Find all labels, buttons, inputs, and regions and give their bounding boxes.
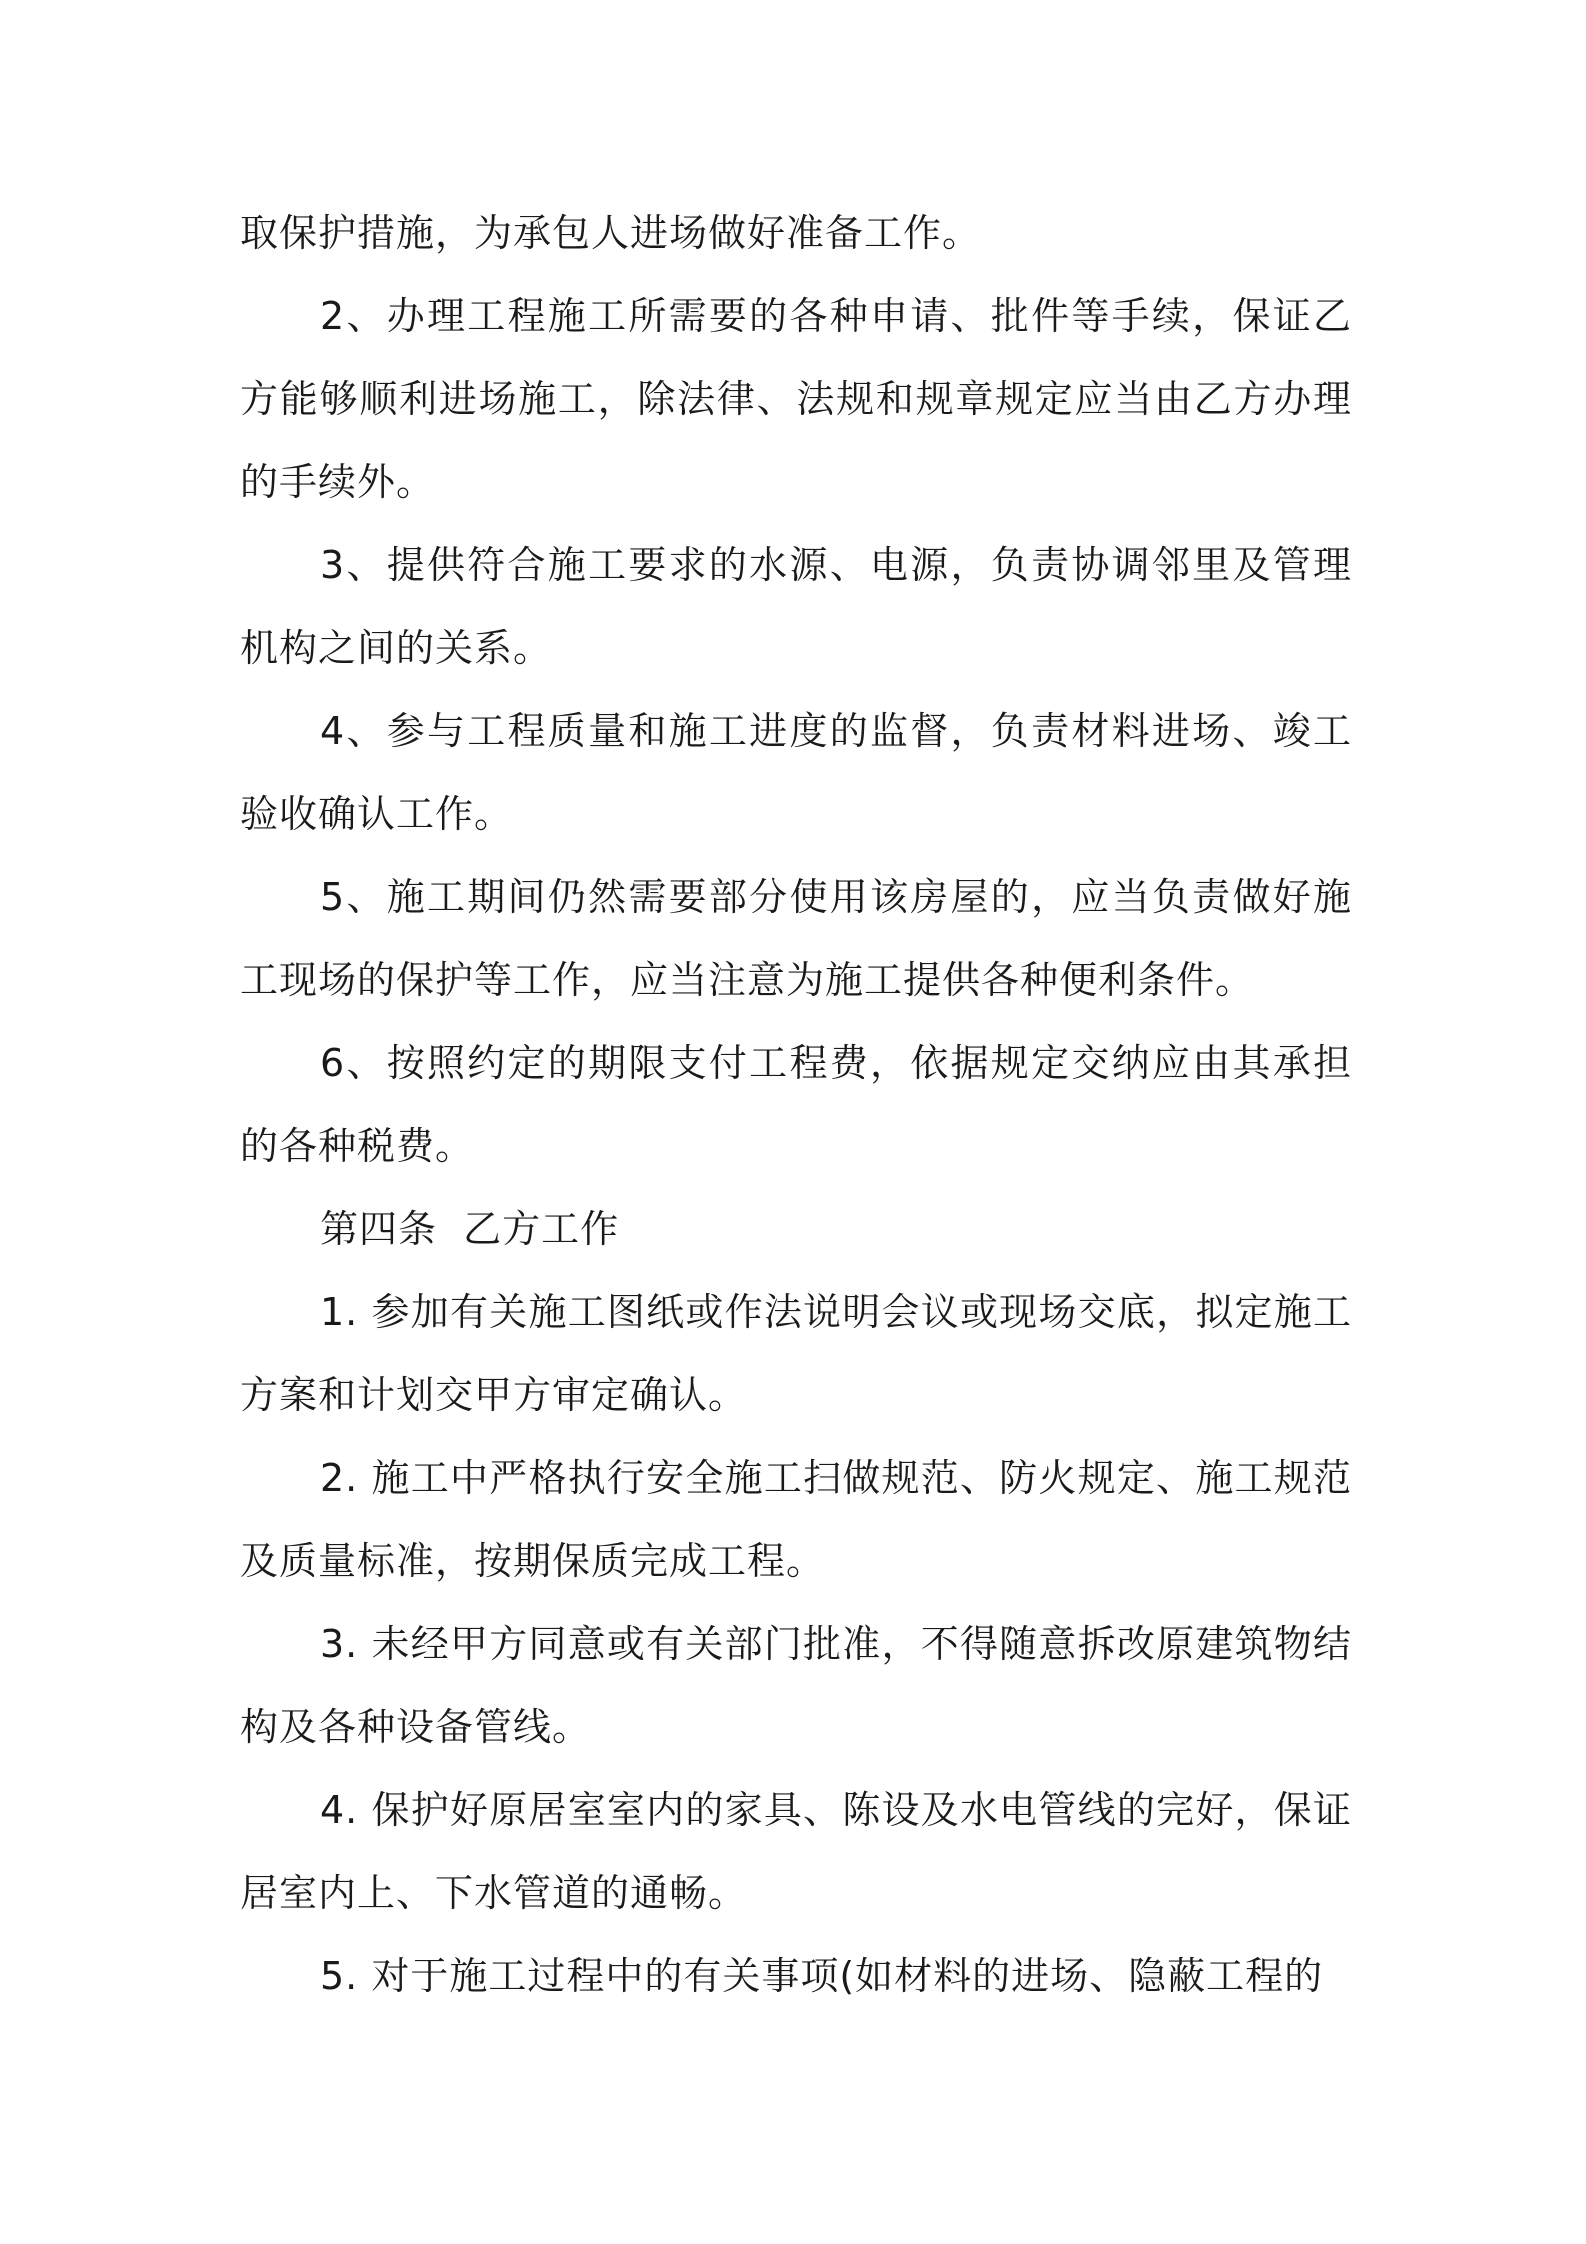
paragraph-item-3: 3、提供符合施工要求的水源、电源，负责协调邻里及管理机构之间的关系。: [240, 543, 1352, 670]
paragraph-item-6: 6、按照约定的期限支付工程费，依据规定交纳应由其承担的各种税费。: [240, 1041, 1352, 1168]
paragraph-duty-5: 5. 对于施工过程中的有关事项(如材料的进场、隐蔽工程的: [320, 1954, 1324, 1998]
paragraph-item-4: 4、参与工程质量和施工进度的监督，负责材料进场、竣工验收确认工作。: [240, 709, 1352, 836]
section-heading: 第四条 乙方工作: [320, 1207, 620, 1251]
paragraph-item-5: 5、施工期间仍然需要部分使用该房屋的，应当负责做好施工现场的保护等工作，应当注意为施工提供各种便利条件。: [240, 875, 1352, 1002]
document-body: [240, 192, 1352, 2018]
paragraph-duty-1: 1. 参加有关施工图纸或作法说明会议或现场交底，拟定施工方案和计划交甲方审定确认。: [240, 1290, 1352, 1417]
paragraph-continuation: 取保护措施，为承包人进场做好准备工作。: [240, 211, 982, 255]
paragraph-item-2: 2、办理工程施工所需要的各种申请、批件等手续，保证乙方能够顺利进场施工，除法律、法规和规章规定应当由乙方办理的手续外。: [240, 294, 1352, 504]
paragraph-duty-4: 4. 保护好原居室室内的家具、陈设及水电管线的完好，保证居室内上、下水管道的通畅。: [240, 1788, 1352, 1915]
paragraph-duty-3: 3. 未经甲方同意或有关部门批准，不得随意拆改原建筑物结构及各种设备管线。: [240, 1622, 1352, 1749]
paragraph-duty-2: 2. 施工中严格执行安全施工扫做规范、防火规定、施工规范及质量标准，按期保质完成工程。: [240, 1456, 1352, 1583]
